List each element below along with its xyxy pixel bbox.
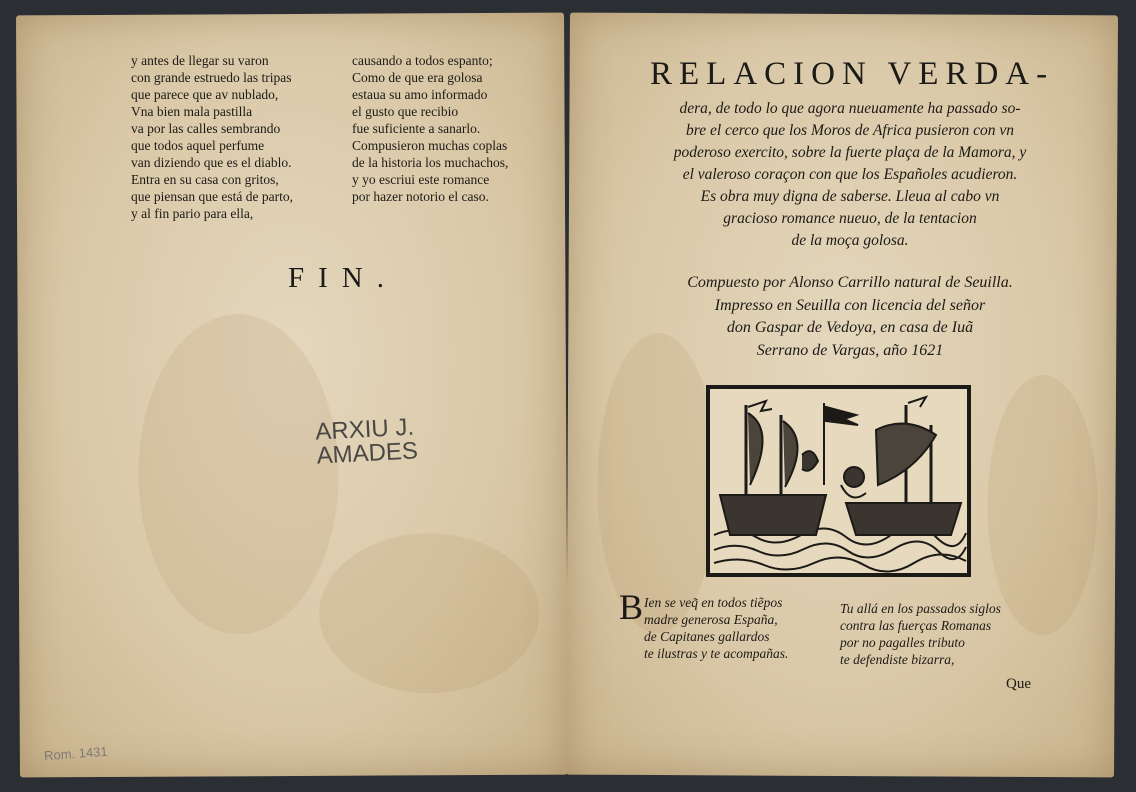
verse-line: fue suficiente a sanarlo. xyxy=(352,121,481,136)
paper-stain xyxy=(597,333,719,634)
paper-stain xyxy=(987,375,1098,636)
verse-line: que piensan que está de parto, xyxy=(131,189,293,204)
verse-line: te ilustras y te acompañas. xyxy=(644,646,789,661)
shelf-mark: Rom. 1431 xyxy=(43,743,109,764)
paper-stain xyxy=(138,314,340,635)
fin-heading: FIN. xyxy=(288,262,398,294)
intro-paragraph xyxy=(624,98,1076,252)
verse-line: de Capitanes gallardos xyxy=(644,629,770,644)
paper-stain xyxy=(319,533,540,694)
verse-line: causando a todos espanto; xyxy=(352,53,493,68)
verse-line: Compusieron muchas coplas xyxy=(352,138,508,153)
intro-line: poderoso exercito, sobre la fuerte plaça de la Mamora, y xyxy=(673,144,1027,161)
verse-line: madre generosa España, xyxy=(644,612,778,627)
verse-line: contra las fuerças Romanas xyxy=(840,618,992,633)
verse-line: Tu allá en los passados siglos xyxy=(840,601,1001,616)
verse-line: y yo escriui este romance xyxy=(352,172,490,187)
intro-line: el valeroso coraçon con que los Españoles acudieron. xyxy=(682,166,1018,183)
verse-line: Entra en su casa con gritos, xyxy=(131,172,279,187)
imprint-line: Compuesto por Alonso Carrillo natural de Seuilla. xyxy=(687,274,1013,291)
verse-line: el gusto que recibio xyxy=(352,104,459,119)
intro-line: dera, de todo lo que agora nueuamente ha passado so- xyxy=(679,100,1021,117)
ship-woodcut-illustration xyxy=(706,385,971,577)
drop-cap: B xyxy=(619,587,644,627)
verse-line: y antes de llegar su varon xyxy=(131,53,269,68)
verse-line: va por las calles sembrando xyxy=(131,121,281,136)
library-stamp xyxy=(315,415,419,468)
left-verse-column-1 xyxy=(131,52,293,222)
verse-line: que todos aquel perfume xyxy=(131,138,265,153)
romance-verse-left xyxy=(644,594,788,662)
document-title: RELACION VERDA- xyxy=(650,56,1055,92)
verse-line: estaua su amo informado xyxy=(352,87,488,102)
left-verse-column-2 xyxy=(352,52,508,205)
verse-line: con grande estruedo las tripas xyxy=(131,70,292,85)
verse-line: por no pagalles tributo xyxy=(840,635,965,650)
imprint-line: Impresso en Seuilla con licencia del señor xyxy=(714,296,986,314)
intro-line: de la moça golosa. xyxy=(791,232,909,249)
imprint-block xyxy=(626,272,1074,362)
verse-line: de la historia los muchachos, xyxy=(352,155,509,170)
verse-line: por hazer notorio el caso. xyxy=(352,189,489,204)
stamp-line: ARXIU J. xyxy=(314,413,415,446)
intro-line: Es obra muy digna de saberse. Lleua al cabo vn xyxy=(700,188,1000,205)
romance-verse-right xyxy=(840,600,1001,668)
verse-line: Ien se veq̃ en todos tiẽpos xyxy=(644,595,783,610)
verse-line: Vna bien mala pastilla xyxy=(131,104,253,119)
stamp-line: AMADES xyxy=(315,437,419,470)
verse-line: te defendiste bizarra, xyxy=(840,652,955,667)
imprint-line: Serrano de Vargas, año 1621 xyxy=(756,341,944,359)
verse-line: Como de que era golosa xyxy=(352,70,483,85)
imprint-line: don Gaspar de Vedoya, en casa de Iuã xyxy=(726,319,974,336)
intro-line: gracioso romance nueuo, de la tentacion xyxy=(723,210,977,227)
verse-line: van diziendo que es el diablo. xyxy=(131,155,292,170)
intro-line: bre el cerco que los Moros de Africa pusieron con vn xyxy=(685,122,1014,139)
verse-line: y al fin pario para ella, xyxy=(131,206,254,221)
verse-line: que parece que av nublado, xyxy=(131,87,279,102)
catchword: Que xyxy=(1006,676,1031,692)
